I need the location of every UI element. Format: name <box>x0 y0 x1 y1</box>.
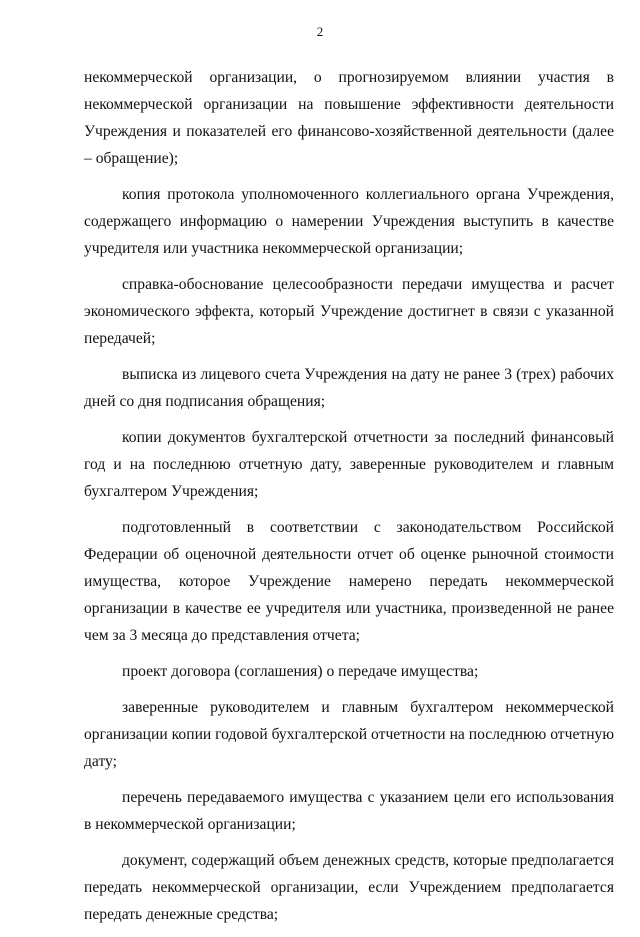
paragraph-property-list: перечень передаваемого имущества с указанием цели его использования в некоммерческой организации; <box>84 789 614 833</box>
paragraph-funds-document: документ, содержащий объем денежных средств, которые предполагается передать некоммерческой организации, если Учреждением предполагается передать денежные средства; <box>84 852 614 923</box>
paragraph-nonprofit-reports: заверенные руководителем и главным бухгалтером некоммерческой организации копии годовой бухгалтерской отчетности на последнюю отчетную дату; <box>84 699 614 770</box>
document-body <box>84 64 614 937</box>
paragraph-protocol-copy: копия протокола уполномоченного коллегиального органа Учреждения, содержащего информацию о намерении Учреждения выступить в качестве учредителя или участника некоммерческой организации; <box>84 186 614 257</box>
paragraph-justification: справка-обоснование целесообразности передачи имущества и расчет экономического эффекта, который Учреждение достигнет в связи с указанной передачей; <box>84 276 614 347</box>
paragraph-valuation-report: подготовленный в соответствии с законодательством Российской Федерации об оценочной деятельности отчет об оценке рыночной стоимости имущества, которое Учреждение намерено передать некоммерческой организации в качестве ее учредителя или участника, произведенной не ранее чем за 3 месяца до представления отчета; <box>84 519 614 644</box>
paragraph-draft-agreement: проект договора (соглашения) о передаче имущества; <box>122 663 479 680</box>
page-number: 2 <box>316 24 324 39</box>
paragraph-accounting-reports: копии документов бухгалтерской отчетности за последний финансовый год и на последнюю отчетную дату, заверенные руководителем и главным бухгалтером Учреждения; <box>84 429 614 500</box>
paragraph-appeal: некоммерческой организации, о прогнозируемом влиянии участия в некоммерческой организации на повышение эффективности деятельности Учреждения и показателей его финансово-хозяйственной деятельности (далее – обращение); <box>84 69 614 167</box>
paragraph-account-statement: выписка из лицевого счета Учреждения на дату не ранее 3 (трех) рабочих дней со дня подписания обращения; <box>84 366 614 410</box>
